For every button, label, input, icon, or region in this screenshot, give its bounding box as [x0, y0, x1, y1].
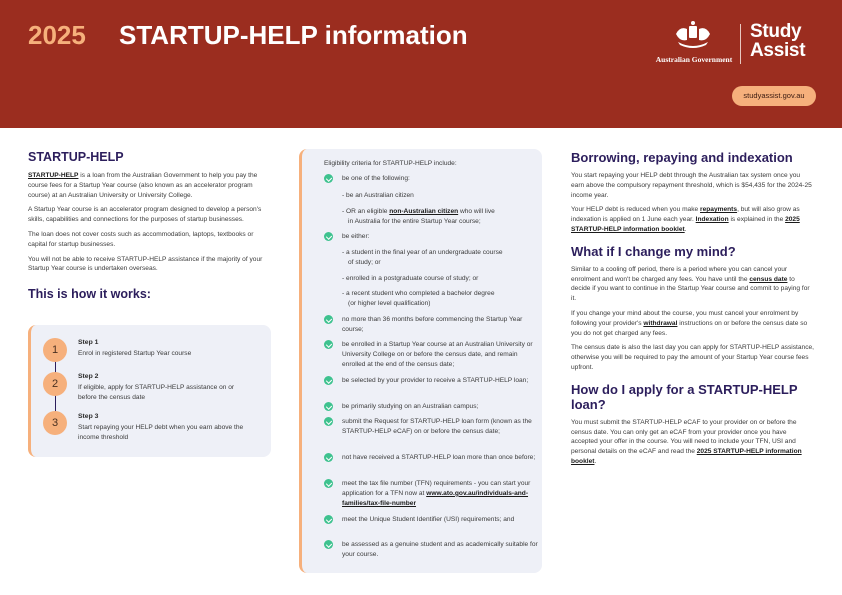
- repayments-link[interactable]: repayments: [700, 206, 738, 214]
- check-circle-icon: [324, 515, 333, 524]
- step-number-badge: 1: [43, 338, 67, 362]
- check-circle-icon: [324, 174, 333, 183]
- withdrawal-link[interactable]: withdrawal: [643, 319, 678, 327]
- cooling-off-paragraph: Similar to a cooling off period, there is a period where you can cancel your enrolment and won't be charged any fees. You have until the census date to decide if you want to continue in the Startup Year course and commit to paying for it.: [571, 265, 810, 303]
- eligibility-subitem: - OR an eligible non-Australian citizen who will live in Australia for the entire Startup Year course;: [342, 208, 495, 225]
- step-title: Step 3: [78, 413, 99, 420]
- how-it-works-heading: This is how it works:: [28, 287, 151, 302]
- check-circle-icon: [324, 315, 333, 324]
- left-column: [28, 150, 272, 308]
- eligibility-subitem: - a recent student who completed a bachelor degree (or higher level qualification): [342, 290, 495, 307]
- step-text: Enrol in registered Startup Year course: [78, 350, 192, 357]
- overseas-paragraph: You will not be able to receive STARTUP-HELP assistance if the majority of your Startup Year course is undertaken overseas.: [28, 255, 263, 273]
- australian-government-logo: [654, 20, 732, 66]
- check-circle-icon: [324, 417, 333, 426]
- repaying-paragraph: You start repaying your HELP debt through the Australian tax system once you earn above the compulsory repayment threshold, which is $54,435 for the 2024-25 income year.: [571, 172, 812, 199]
- year-label: 2025: [28, 20, 86, 50]
- right-column: [571, 150, 815, 472]
- check-circle-icon: [324, 479, 333, 488]
- booklet-link-2[interactable]: 2025 STARTUP-HELP information booklet: [571, 448, 802, 465]
- step-title: Step 1: [78, 339, 99, 346]
- eligibility-subitem: - a student in the final year of an undergraduate course of study; or: [342, 249, 503, 266]
- startup-help-heading: STARTUP-HELP: [28, 150, 124, 164]
- steps-panel: [28, 325, 271, 457]
- coat-of-arms-icon: [672, 20, 714, 50]
- apply-heading: How do I apply for a STARTUP-HELP loan?: [571, 381, 798, 412]
- eligibility-intro: Eligibility criteria for STARTUP-HELP include:: [324, 160, 457, 167]
- apply-paragraph: You must submit the STARTUP-HELP eCAF to your provider on or before the census date. You can only get an eCAF from your provider once you have accepted your offer in the course. You will need to include your TFN, USI and personal details on the eCAF and read the 2025 STARTUP-HELP information booklet.: [571, 418, 802, 465]
- indexation-link[interactable]: Indexation: [695, 216, 729, 224]
- header-banner: [0, 0, 842, 128]
- check-circle-icon: [324, 232, 333, 241]
- step-title: Step 2: [78, 373, 99, 380]
- intro-paragraph: STARTUP-HELP is a loan from the Australian Government to help you pay the course fees for a Startup Year course (also known as an accelerator program course) at an Australian University or University College.: [28, 172, 258, 199]
- startup-help-link[interactable]: STARTUP-HELP: [28, 172, 79, 179]
- step-text: If eligible, apply for STARTUP-HELP assistance on or before the census date: [78, 384, 235, 401]
- study-assist-logo: [750, 22, 805, 60]
- website-link[interactable]: studyassist.gov.au: [732, 86, 816, 106]
- check-circle-icon: [324, 402, 333, 411]
- brand-line-1: Study: [750, 21, 802, 42]
- census-paragraph: The census date is also the last day you can apply for STARTUP-HELP assistance, otherwise you will be required to pay the amount of your Startup Year course fees upfront.: [571, 344, 814, 371]
- eligibility-panel: Eligibility criteria for STARTUP-HELP include: be one of the following: - be an Australian citizen - OR an eligible non-Australian citizen who will live in Australia for the entire Startup Year course; be either: - a student in the final year of an undergraduate course of study; or - enrolled in a postgraduate course of study; or - a recent student who completed a bachelor degree (or higher level qualification) no more than 36 months before commencing the Startup Year course; be enrolled in a Startup Year course at an Australian University or University College on or before the census date, and remain enrolled at the end of the census date; be selected by your provider to receive a STARTUP-HELP loan; be primarily studying on an Australian campus; submit the Request for STARTUP-HELP loan form (known as the STARTUP-HELP eCAF) on or before the census date; not have received a STARTUP-HELP loan more than once before; meet the tax file number (TFN) requirements - you can start your application for a TFN now at www.ato.gov.au/individuals-and-families/tax-file-number meet the Unique Student Identifier (USI) requirements; and be assessed as a genuine student and as academically suitable for your course.: [299, 149, 542, 573]
- change-mind-heading: What if I change my mind?: [571, 243, 736, 259]
- step-text: Start repaying your HELP debt when you earn above the income threshold: [78, 424, 244, 441]
- check-circle-icon: [324, 340, 333, 349]
- eligibility-subitem: - be an Australian citizen: [342, 192, 414, 199]
- step-number-badge: 3: [43, 411, 67, 435]
- startup-year-paragraph: A Startup Year course is an accelerator program designed to develop a person's skills, capabilities and connections for the purposes of startup businesses.: [28, 206, 262, 224]
- booklet-link[interactable]: 2025 STARTUP-HELP information booklet: [571, 216, 800, 233]
- check-circle-icon: [324, 376, 333, 385]
- census-date-link[interactable]: census date: [749, 275, 788, 283]
- logo-divider: [740, 24, 741, 64]
- costs-paragraph: The loan does not cover costs such as accommodation, laptops, textbooks or capital for startup businesses.: [28, 230, 254, 248]
- step-number-badge: 2: [43, 372, 67, 396]
- page-title: STARTUP-HELP information: [119, 20, 468, 50]
- non-australian-citizen-link[interactable]: non-Australian citizen: [389, 208, 459, 215]
- eligibility-subitem: - enrolled in a postgraduate course of study; or: [342, 275, 479, 282]
- tfn-link[interactable]: www.ato.gov.au/individuals-and-families/tax-file-number: [342, 489, 529, 507]
- check-circle-icon: [324, 453, 333, 462]
- brand-line-2: Assist: [750, 40, 806, 61]
- cancel-paragraph: If you change your mind about the course, you must cancel your enrolment by following your provider's withdrawal instructions on or before the census date so you do not get charged any fees.: [571, 309, 808, 337]
- indexation-paragraph: Your HELP debt is reduced when you make repayments, but will also grow as indexation is applied on 1 June each year. Indexation is explained in the 2025 STARTUP-HELP information booklet.: [571, 206, 800, 233]
- government-text: Australian Government: [655, 55, 733, 64]
- borrowing-heading: Borrowing, repaying and indexation: [571, 150, 793, 165]
- check-circle-icon: [324, 540, 333, 549]
